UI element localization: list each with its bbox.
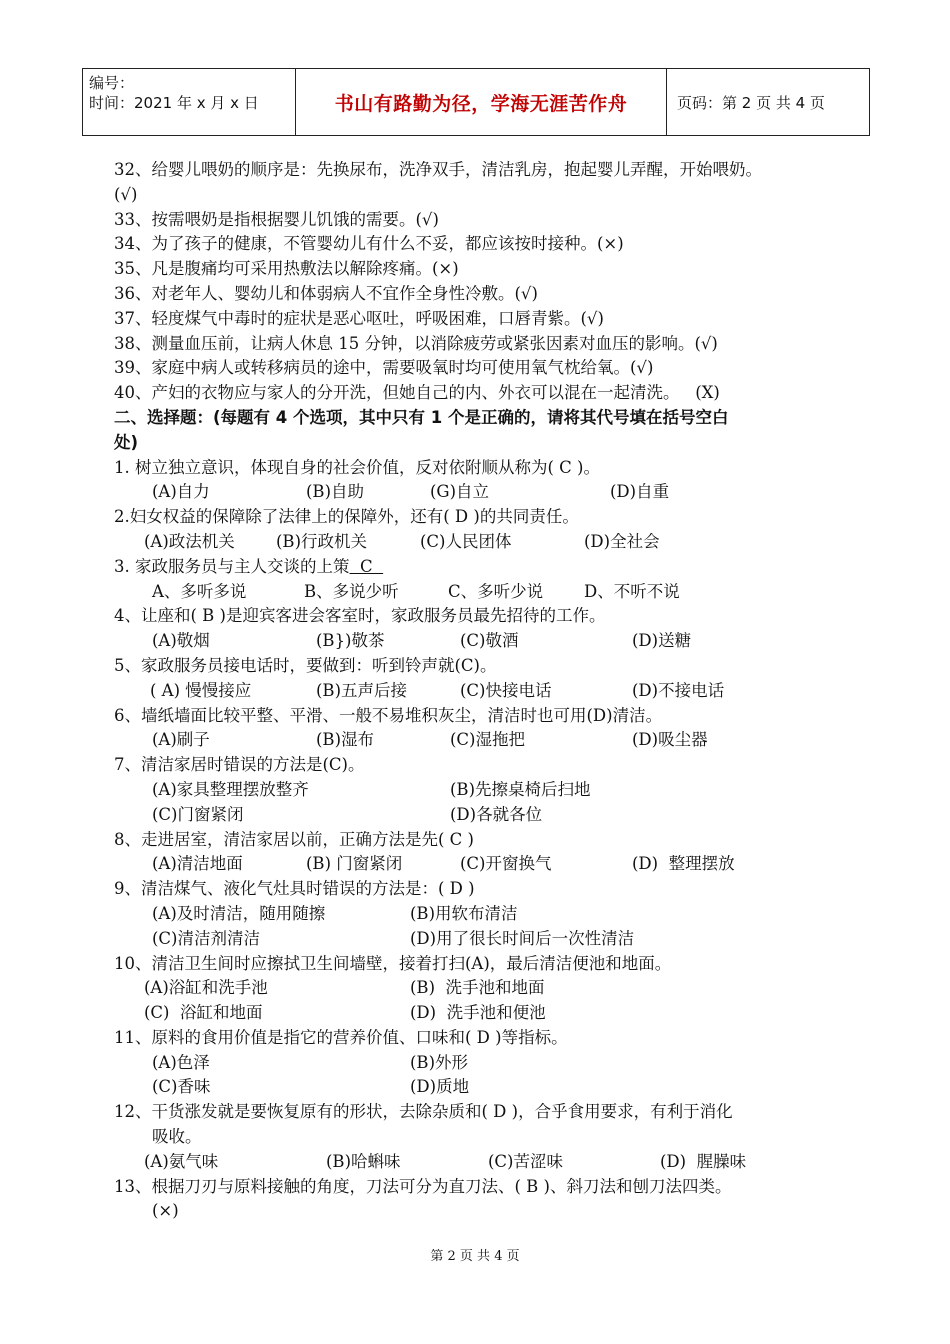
number-label: 编号： (89, 74, 135, 92)
judge-item-33: 33、按需喂奶是指根据婴儿饥饿的需要。(√) (114, 209, 439, 229)
question-6: 6、墙纸墙面比较平整、平滑、一般不易堆积灰尘，清洁时也可用(D)清洁。 (114, 705, 663, 725)
option: (C)苦涩味 (488, 1151, 563, 1171)
option: (C)快接电话 (460, 680, 552, 700)
question-4: 4、让座和( B )是迎宾客进会客室时，家政服务员最先招待的工作。 (114, 606, 606, 626)
option: (A)浴缸和洗手池 (144, 978, 268, 998)
question-3 (114, 555, 844, 580)
option: (A)氨气味 (144, 1151, 219, 1171)
options-q5 (114, 679, 844, 704)
option: (A)敬烟 (152, 631, 210, 651)
judge-item-35: 35、凡是腹痛均可采用热敷法以解除疼痛。(×) (114, 259, 459, 279)
option: (D)质地 (410, 1077, 470, 1097)
option: (C)人民团体 (420, 531, 512, 551)
option: (B)外形 (410, 1052, 468, 1072)
option: (B) 门窗紧闭 (306, 854, 403, 874)
option: (C)门窗紧闭 (152, 804, 244, 824)
judge-item-32: 32、给婴儿喂奶的顺序是：先换尿布，洗净双手，清洁乳房，抱起婴儿弄醒，开始喂奶。 (114, 160, 762, 179)
judge-item-38: 38、测量血压前，让病人休息 15 分钟，以消除疲劳或紧张因素对血压的影响。(√) (114, 333, 718, 353)
section-heading: 二、选择题：(每题有 4 个选项，其中只有 1 个是正确的，请将其代号填在括号空白 (114, 407, 729, 427)
option: (D)各就各位 (450, 804, 543, 824)
page-footer: 第 2 页 共 4 页 (430, 1249, 520, 1264)
document-body (114, 158, 844, 1224)
options-q9b (114, 927, 844, 952)
option: (C)香味 (152, 1077, 211, 1097)
options-q7a (114, 778, 844, 803)
question-11: 11、原料的食用价值是指它的营养价值、口味和( D )等指标。 (114, 1027, 568, 1047)
judge-item-40: 40、产妇的衣物应与家人的分开洗，但她自己的内、外衣可以混在一起清洗。 (X) (114, 383, 720, 403)
option: (D)自重 (610, 482, 670, 502)
option: (D)吸尘器 (632, 730, 708, 750)
question-7: 7、清洁家居时错误的方法是(C)。 (114, 755, 365, 775)
options-q3 (114, 580, 844, 605)
page-header (82, 68, 870, 136)
option: (B)用软布清洁 (410, 903, 518, 923)
question-8: 8、走进居室，清洁家居以前，正确方法是先( C ) (114, 829, 474, 849)
option: (D) 腥臊味 (660, 1151, 747, 1171)
time-label: 时间：2021 年 x 月 x 日 (89, 94, 259, 112)
option: (B)先擦桌椅后扫地 (450, 779, 591, 799)
option: (A)及时清洁，随用随擦 (152, 903, 326, 923)
judge-item-37: 37、轻度煤气中毒时的症状是恶心呕吐，呼吸困难，口唇青紫。(√) (114, 308, 604, 328)
question-10: 10、清洁卫生间时应擦拭卫生间墙壁，接着打扫(A)，最后清洁便池和地面。 (114, 953, 672, 973)
option: (B)五声后接 (316, 680, 407, 700)
judge-item-34: 34、为了孩子的健康，不管婴幼儿有什么不妥，都应该按时接种。(×) (114, 234, 624, 254)
option: (B)湿布 (316, 730, 374, 750)
header-motto: 书山有路勤为径，学海无涯苦作舟 (296, 69, 667, 135)
options-q12 (114, 1150, 844, 1175)
option: (A)色泽 (152, 1052, 210, 1072)
options-q10a (114, 976, 844, 1001)
option: ( A) 慢慢接应 (150, 680, 252, 700)
option: (D)全社会 (584, 531, 660, 551)
header-meta (83, 69, 296, 135)
option: (D)不接电话 (632, 680, 725, 700)
options-q9a (114, 902, 844, 927)
options-q1 (114, 480, 844, 505)
option: (B)哈蝌味 (326, 1151, 401, 1171)
question-2: 2.妇女权益的保障除了法律上的保障外，还有( D )的共同责任。 (114, 507, 579, 527)
option: A、多听多说 (152, 581, 247, 601)
options-q2 (114, 530, 844, 555)
option: (C) 浴缸和地面 (144, 1003, 263, 1023)
question-3-answer: C (349, 556, 384, 576)
option: (B) 洗手池和地面 (410, 978, 545, 998)
question-1: 1. 树立独立意识，体现自身的社会价值，反对依附顺从称为( C )。 (114, 457, 600, 477)
option: (A)政法机关 (144, 531, 235, 551)
option: (A)自力 (152, 482, 210, 502)
option: (B)自助 (306, 482, 364, 502)
options-q4 (114, 629, 844, 654)
header-page-label: 页码：第 2 页 共 4 页 (677, 93, 825, 112)
option: (A)刷子 (152, 730, 210, 750)
option: (G)自立 (430, 482, 490, 502)
option: (A)家具整理摆放整齐 (152, 779, 309, 799)
options-q11a (114, 1051, 844, 1076)
options-q10b (114, 1001, 844, 1026)
question-12-cont: 吸收。 (152, 1127, 202, 1147)
options-q8 (114, 852, 844, 877)
section-heading-cont: 处) (114, 432, 139, 452)
question-13: 13、根据刀刃与原料接触的角度，刀法可分为直刀法、( B )、斜刀法和刨刀法四类。 (114, 1176, 732, 1196)
options-q6 (114, 728, 844, 753)
options-q11b (114, 1075, 844, 1100)
option: B、多说少听 (304, 581, 399, 601)
option: C、多听少说 (448, 581, 544, 601)
option: (D) 洗手池和便池 (410, 1003, 546, 1023)
judge-item-36: 36、对老年人、婴幼儿和体弱病人不宜作全身性冷敷。(√) (114, 283, 538, 303)
option: (C)开窗换气 (460, 854, 552, 874)
option: (B)行政机关 (276, 531, 367, 551)
question-9: 9、清洁煤气、液化气灶具时错误的方法是：( D ) (114, 879, 475, 899)
option: D、不听不说 (584, 581, 680, 601)
option: (D)送糖 (632, 631, 692, 651)
option: (C)湿拖把 (450, 730, 525, 750)
option: (C)敬酒 (460, 631, 519, 651)
option: (D) 整理摆放 (632, 854, 735, 874)
question-5: 5、家政服务员接电话时，要做到：听到铃声就(C)。 (114, 655, 497, 675)
judge-item-39: 39、家庭中病人或转移病员的途中，需要吸氧时均可使用氧气枕给氧。(√) (114, 358, 654, 378)
option: (D)用了很长时间后一次性清洁 (410, 928, 635, 948)
question-13-answer: (×) (152, 1201, 179, 1221)
option: (A)清洁地面 (152, 854, 243, 874)
options-q7b (114, 803, 844, 828)
judge-item-32-answer: (√) (114, 184, 138, 204)
option: (B})敬茶 (316, 631, 385, 651)
option: (C)清洁剂清洁 (152, 928, 260, 948)
question-12: 12、干货涨发就是要恢复原有的形状，去除杂质和( D )，合乎食用要求，有利于消化 (114, 1102, 733, 1122)
question-3-text: 3. 家政服务员与主人交谈的上策 (114, 556, 350, 576)
